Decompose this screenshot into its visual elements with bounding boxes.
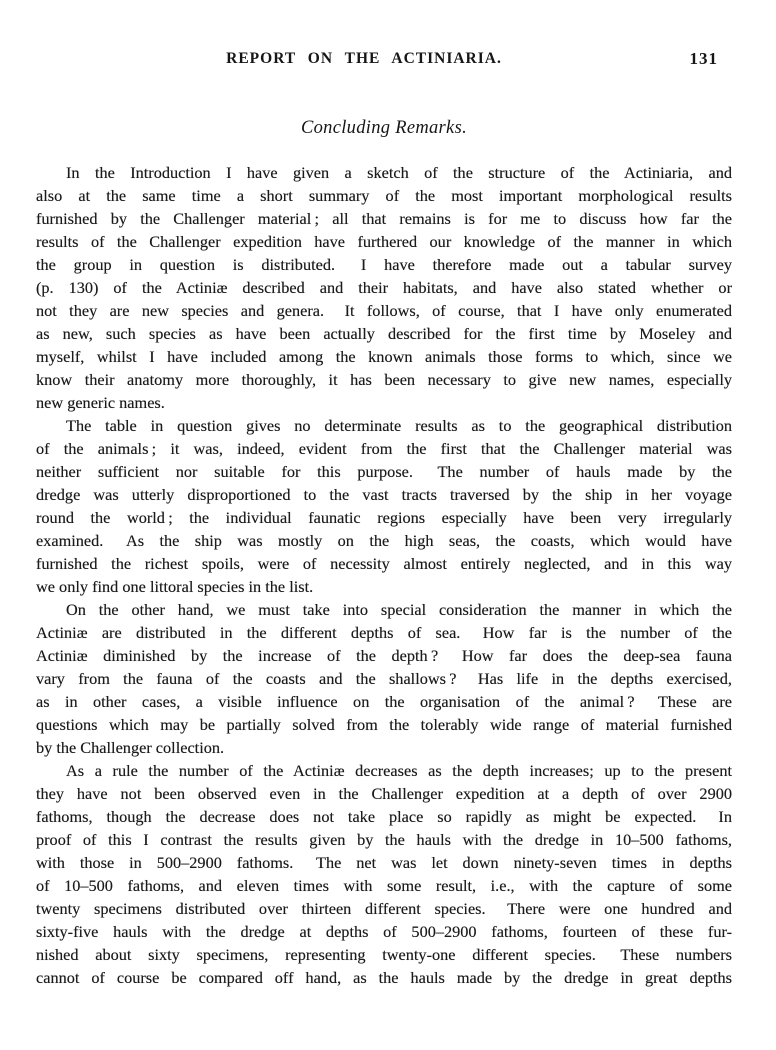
body-text [36,161,732,989]
text-line: of the animals ; it was, indeed, evident from the first that the Challenger material was [36,439,732,458]
text-line: of 10–500 fathoms, and eleven times with some result, i.e., with the capture of some [36,876,732,895]
text-line: also at the same time a short summary of the most important morphological results [36,186,732,205]
text-line: not they are new species and genera. It follows, of course, that I have only enumerated [36,301,732,320]
text-line: as in other cases, a visible influence on the organisation of the animal ? These are [36,692,732,711]
text-line: furnished by the Challenger material ; all that remains is for me to discuss how far the [36,209,732,228]
text-line: they have not been observed even in the Challenger expedition at a depth of over 2900 [36,784,732,803]
paragraph [36,414,732,598]
page-number: 131 [689,49,718,68]
text-line: vary from the fauna of the coasts and the shallows ? Has life in the depths exercised, [36,669,732,688]
text-line: neither sufficient nor suitable for this purpose. The number of hauls made by the [36,462,732,481]
text-line: know their anatomy more thoroughly, it has been necessary to give new names, especially [36,370,732,389]
text-line: twenty specimens distributed over thirteen different species. There were one hundred and [36,899,732,918]
running-head [36,50,732,70]
text-line: new generic names. [36,393,165,412]
text-line: On the other hand, we must take into special consideration the manner in which the [66,600,732,619]
text-line: myself, whilst I have included among the known animals those forms to which, since we [36,347,732,366]
text-line: dredge was utterly disproportioned to the vast tracts traversed by the ship in her voyage [36,485,732,504]
text-line: the group in question is distributed. I have therefore made out a tabular survey [36,255,732,274]
text-line: furnished the richest spoils, were of necessity almost entirely neglected, and in this way [36,554,732,573]
text-line: (p. 130) of the Actiniæ described and their habitats, and have also stated whether or [36,278,732,297]
text-line: with those in 500–2900 fathoms. The net was let down ninety-seven times in depths [36,853,732,872]
text-line: As a rule the number of the Actiniæ decreases as the depth increases; up to the present [66,761,732,780]
text-line: as new, such species as have been actually described for the first time by Moseley and [36,324,732,343]
text-line: we only find one littoral species in the list. [36,577,314,596]
text-line: cannot of course be compared off hand, as the hauls made by the dredge in great depths [36,968,732,987]
paragraph [36,161,732,414]
paragraph [36,759,732,989]
text-line: by the Challenger collection. [36,738,225,757]
text-line: results of the Challenger expedition have furthered our knowledge of the manner in which [36,232,732,251]
text-line: Actiniæ diminished by the increase of the depth ? How far does the deep-sea fauna [36,646,732,665]
text-line: round the world ; the individual faunatic regions especially have been very irregularly [36,508,732,527]
text-line: proof of this I contrast the results given by the hauls with the dredge in 10–500 fathoms, [36,830,732,849]
text-line: nished about sixty specimens, representing twenty-one different species. These numbers [36,945,732,964]
text-line: fathoms, though the decrease does not take place so rapidly as might be expected. In [36,807,732,826]
report-title: REPORT ON THE ACTINIARIA. [226,50,502,67]
text-line: Actiniæ are distributed in the different depths of sea. How far is the number of the [36,623,732,642]
text-line: examined. As the ship was mostly on the high seas, the coasts, which would have [36,531,732,550]
paragraph [36,598,732,759]
text-line: questions which may be partially solved from the tolerably wide range of material furnished [36,715,732,734]
text-line: The table in question gives no determinate results as to the geographical distribution [66,416,732,435]
text-line: In the Introduction I have given a sketch of the structure of the Actiniaria, and [66,163,732,182]
text-line: sixty-five hauls with the dredge at depths of 500–2900 fathoms, fourteen of these fur- [36,922,732,941]
section-heading: Concluding Remarks. [300,118,467,138]
